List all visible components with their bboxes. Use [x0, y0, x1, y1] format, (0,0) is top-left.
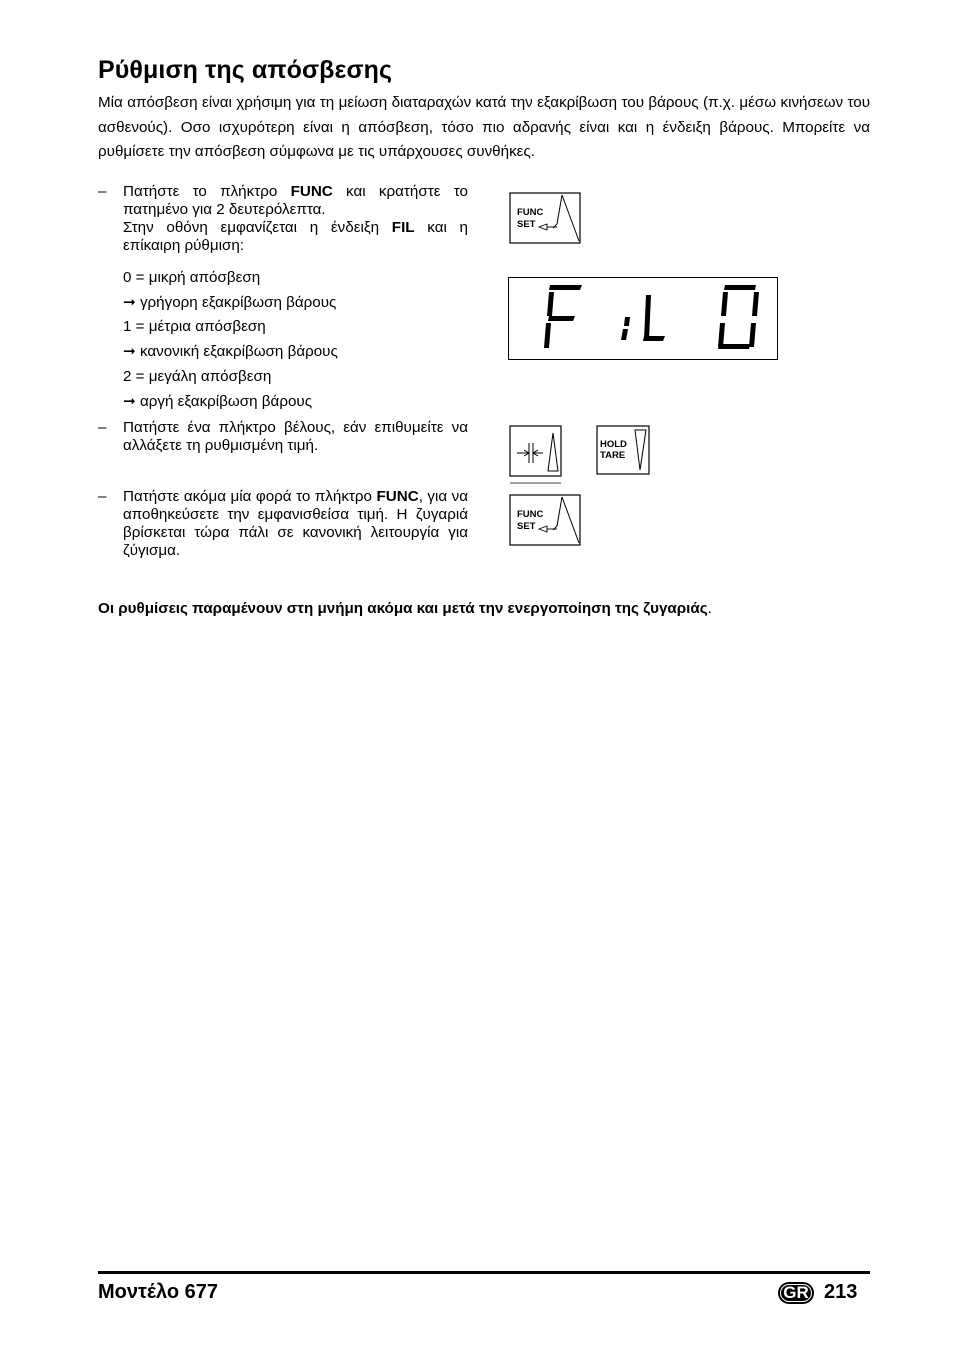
step-1-line2-pre: Στην οθόνη εμφανίζεται η ένδειξη: [123, 219, 392, 236]
intro-paragraph: Μία απόσβεση είναι χρήσιμη για τη μείωση διαταραχών κατά την εξακρίβωση του βάρους (π.χ. μέσω κινήσεων του ασθενούς). Οσο ισχυρότερη είναι η απόσβεση, τόσο πιο αδρανής είναι και η ένδειξη βάρους. Μπορείτε να ρυθμίσετε την απόσβεση σύμφωνα με τις υπάρχουσες συνθήκες.: [98, 94, 870, 160]
option-2-effect: ➞ αργή εξακρίβωση βάρους: [123, 393, 313, 410]
option-0-effect: ➞ γρήγορη εξακρίβωση βάρους: [123, 294, 337, 311]
func-key-label: FUNC: [517, 207, 544, 218]
option-2: 2 = μεγάλη απόσβεση: [123, 368, 272, 385]
step-2: [98, 419, 468, 455]
hold-tare-key-icon: [596, 425, 650, 475]
step-dash: –: [98, 183, 107, 200]
step-3-text-pre: Πατήστε ακόμα μία φορά το πλήκτρο: [123, 488, 377, 505]
step-2-text: Πατήστε ένα πλήκτρο βέλους, εάν επιθυμείτε να αλλάξετε τη ρυθμισμένη τιμή.: [123, 419, 468, 454]
step-1: [98, 183, 468, 255]
footer-page-info: [778, 1281, 857, 1304]
footer-divider: [98, 1271, 870, 1274]
step-dash: –: [98, 419, 107, 436]
func-set-key-icon: [509, 192, 581, 244]
set-key-label: SET: [517, 219, 536, 230]
option-1: 1 = μέτρια απόσβεση: [123, 318, 266, 335]
tare-key-label: TARE: [600, 450, 626, 461]
step-3: [98, 488, 468, 560]
option-1-effect: ➞ κανονική εξακρίβωση βάρους: [123, 343, 338, 360]
memory-note: [98, 600, 712, 617]
step-1-text-pre: Πατήστε το πλήκτρο: [123, 183, 291, 200]
func-set-key-illustration: [509, 192, 581, 244]
fil-0-segment-readout: [509, 278, 777, 359]
memory-note-text: Οι ρυθμίσεις παραμένουν στη μνήμη ακόμα και μετά την ενεργοποίηση της ζυγαριάς: [98, 600, 708, 617]
arrow-key-icon: [509, 425, 562, 487]
step-1-key2: FIL: [391, 219, 415, 236]
func-set-key-icon: [509, 494, 581, 546]
memory-note-period: .: [707, 600, 712, 617]
func-key-label: FUNC: [517, 509, 544, 520]
step-1-line2-post: και η επίκαιρη ρύθμιση:: [123, 219, 468, 254]
step-3-text-post: , για να αποθηκεύσετε την εμφανισθείσα τιμή. Η ζυγαριά βρίσκεται τώρα πάλι σε κανονική λειτουργία για ζύγισμα.: [123, 488, 469, 559]
func-set-key-illustration-2: [509, 494, 581, 546]
arrow-key-illustration: [509, 425, 562, 487]
option-0: 0 = μικρή απόσβεση: [123, 269, 261, 286]
language-badge: GR: [778, 1282, 814, 1304]
footer-model: Μοντέλο 677: [98, 1281, 218, 1303]
lcd-display: [508, 277, 778, 360]
hold-key-label: HOLD: [600, 439, 627, 450]
hold-tare-key-illustration: [596, 425, 650, 475]
page-title: Ρύθμιση της απόσβεσης: [98, 56, 393, 84]
page-number: 213: [824, 1281, 858, 1303]
step-dash: –: [98, 488, 107, 505]
step-3-key: FUNC: [376, 488, 419, 505]
step-1-key: FUNC: [290, 183, 333, 200]
set-key-label: SET: [517, 521, 536, 532]
step-1-text-mid: και κρατήστε το πατημένο για 2 δευτερόλεπτα.: [123, 183, 468, 218]
